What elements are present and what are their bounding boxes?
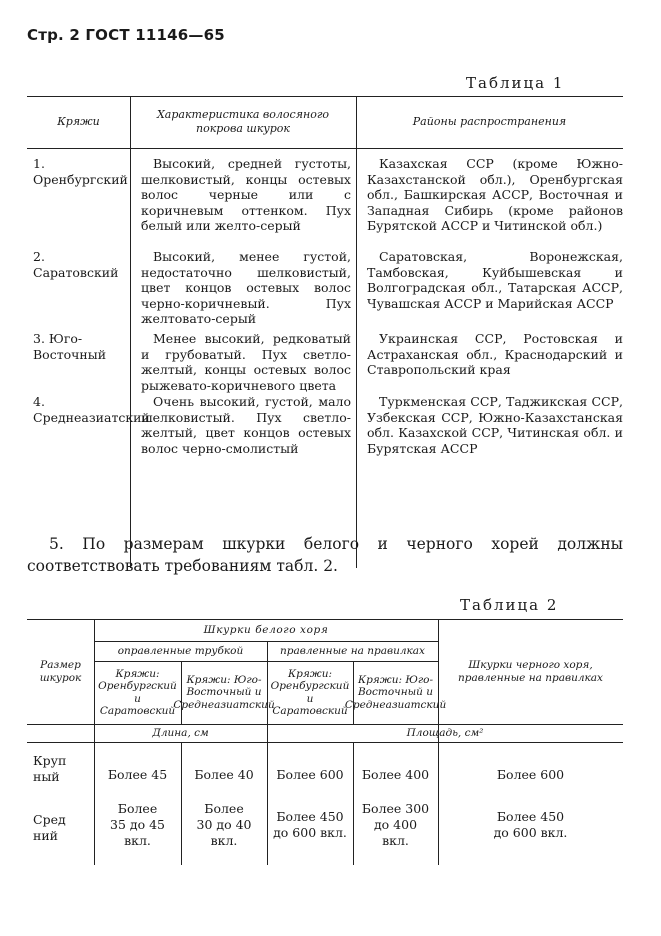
table2-cell: Более 30 до 40 вкл. <box>196 801 252 848</box>
table1-col-characteristic: Характеристика волосяного покрова шкурок <box>156 108 330 135</box>
kryazh-name: 4. Среднеазиатский <box>33 394 150 425</box>
table2-cell: Более 40 <box>194 767 254 782</box>
table2-unit-area: Площадь, см² <box>406 726 484 739</box>
table1-col-kryazhi: Кряжи <box>57 115 100 129</box>
table2-unit-length: Длина, см <box>152 726 209 739</box>
table2-cell: Более 35 до 45 вкл. <box>110 801 165 848</box>
table2-col-b: Кряжи: Юго-Восточный и Среднеазиатский <box>173 673 275 711</box>
table1-divider <box>130 148 131 568</box>
table1-col-regions: Районы распространения <box>412 115 567 129</box>
table2-cell: Более 600 <box>496 767 565 782</box>
table2-col-d: Кряжи: Юго-Восточный и Среднеазиатский <box>344 673 447 711</box>
table2-col-black: Шкурки черного хоря, правленные на правилках <box>458 659 603 684</box>
hair-characteristic: Высокий, средней густоты, шелковистый, концы остевых волос черные или с коричневым оттенком. Пух белый или желто-серый <box>141 156 351 233</box>
table2-col-size: Размер шкурок <box>39 659 82 684</box>
hair-characteristic: Очень высокий, густой, мало шелковистый. Пух светло-желтый, цвет концов остевых волос черно-смолистый <box>141 394 351 456</box>
hair-characteristic: Высокий, менее густой, недостаточно шелковистый, цвет концов остевых волос черно-коричневый. Пух желтовато-серый <box>141 249 351 326</box>
kryazh-name: 1. Оренбургский <box>33 156 128 187</box>
table2-sub-frame: правленные на правилках <box>280 644 425 657</box>
table1-header-rule <box>27 148 623 149</box>
distribution-regions: Саратовская, Воронежская, Тамбовская, Куйбышевская и Волгоградская обл., Татарская АССР, Чувашская АССР и Марийская АССР <box>367 249 623 311</box>
table2-cell: Более 45 <box>107 767 168 782</box>
table1-divider <box>356 148 357 568</box>
table2-cell: Более 450 до 600 вкл. <box>273 809 347 840</box>
table2-row-size: Средний <box>33 812 66 843</box>
table2-caption: Таблица 2 <box>460 596 559 614</box>
table2-cell: Более 450 до 600 вкл. <box>493 809 568 840</box>
kryazh-name: 2. Саратовский <box>33 249 119 280</box>
table2-col-a: Кряжи: Оренбургский и Саратовский <box>98 667 177 717</box>
table2-row-size: Крупный <box>33 753 67 784</box>
distribution-regions: Украинская ССР, Ростовская и Астраханская обл., Краснодарский и Ставропольский края <box>367 331 623 377</box>
paragraph-5: 5. По размерам шкурки белого и черного хорей должны соответствовать требованиям табл. 2. <box>27 535 623 575</box>
distribution-regions: Казахская ССР (кроме Южно-Казахстанской обл.), Оренбургская обл., Башкирская АССР, Восточная и Западная Сибирь (кроме районов Бурятской АССР и Читинской обл.) <box>367 156 623 233</box>
hair-characteristic: Менее высокий, редковатый и грубоватый. Пух светло-желтый, концы остевых волос рыжевато-коричневого цвета <box>141 331 351 393</box>
kryazh-name: 3. Юго-Восточный <box>33 331 107 362</box>
page-header: Стр. 2 ГОСТ 11146—65 <box>27 26 225 44</box>
table2-col-c: Кряжи: Оренбургский и Саратовский <box>270 667 350 717</box>
distribution-regions: Туркменская ССР, Таджикская ССР, Узбекская ССР, Южно-Казахстанская обл. Казахской ССР, Читинская обл. и Бурятская АССР <box>367 394 623 456</box>
table2-group-white: Шкурки белого хоря <box>203 623 329 636</box>
table2-cell: Более 600 <box>276 767 344 782</box>
table2-sub-tube: оправленные трубкой <box>117 644 244 657</box>
table2-cell: Более 300 до 400 вкл. <box>361 801 430 848</box>
table1-caption: Таблица 1 <box>466 74 565 92</box>
table2-cell: Более 400 <box>361 767 430 782</box>
table2-rule <box>27 742 623 743</box>
